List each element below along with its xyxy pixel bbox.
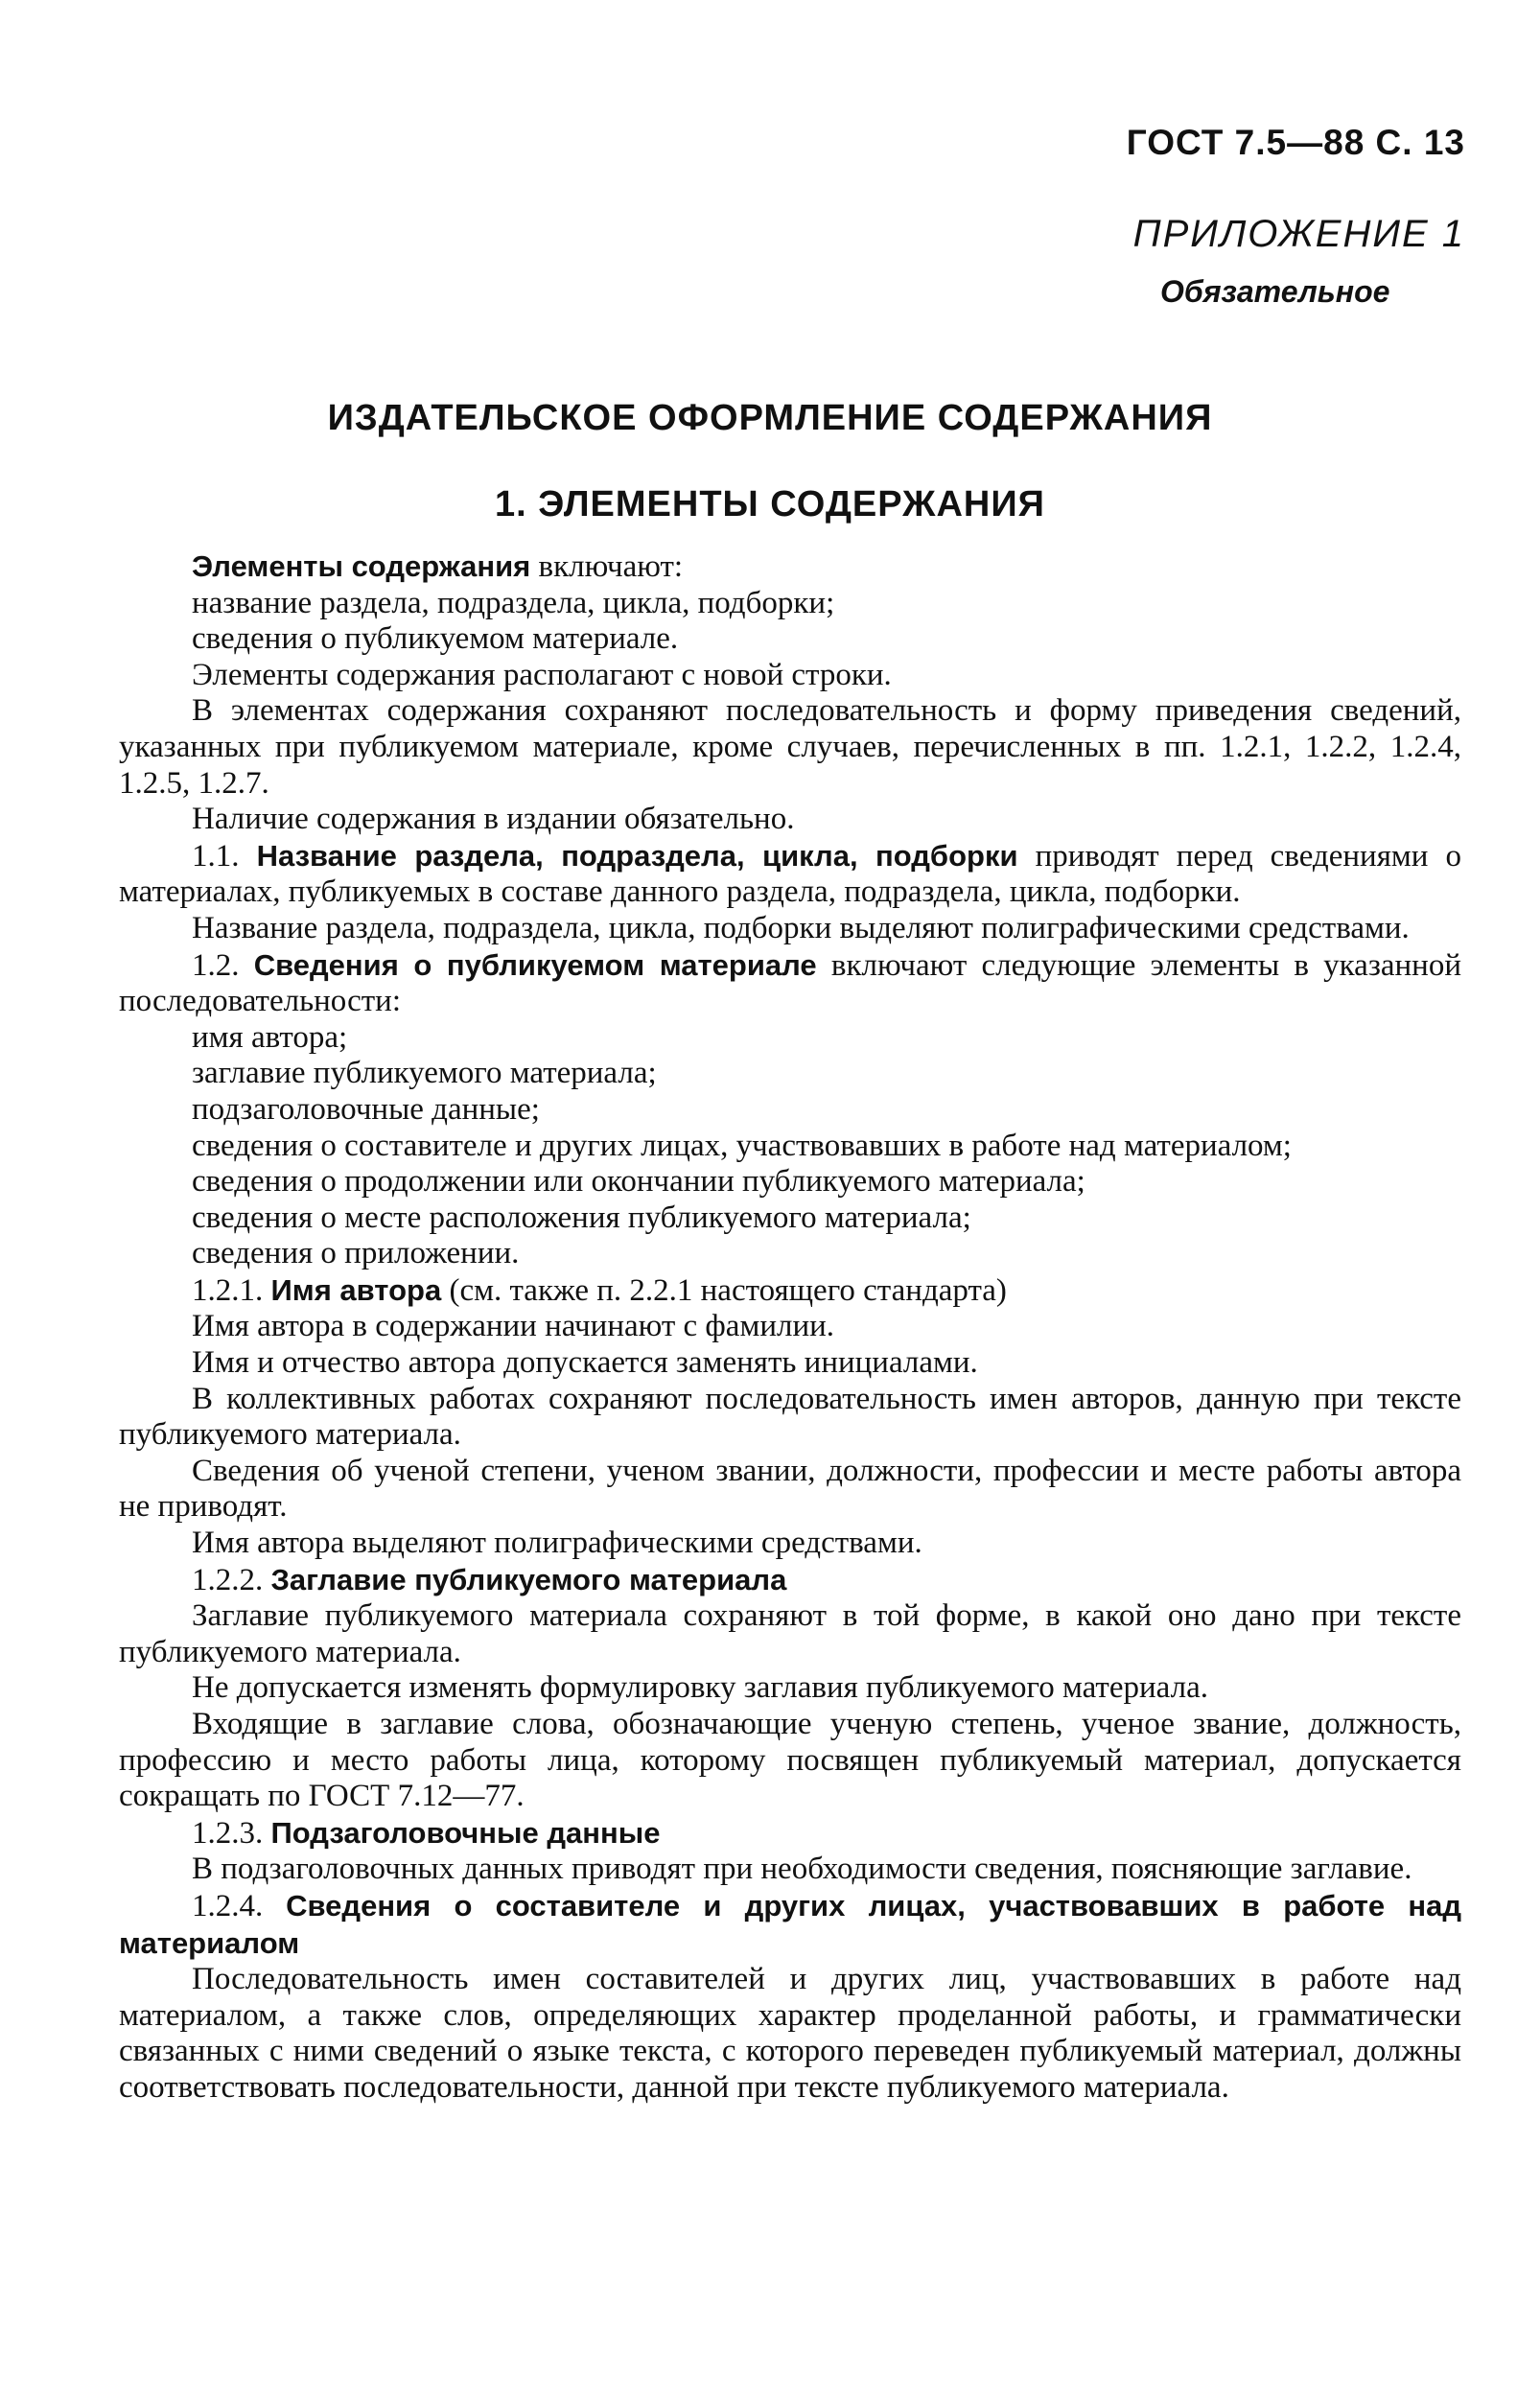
appendix-label: ПРИЛОЖЕНИЕ 1 <box>1132 213 1465 255</box>
section-title: 1. ЭЛЕМЕНТЫ СОДЕРЖАНИЯ <box>495 484 1045 524</box>
clause-1-2-2 <box>119 1562 1461 1599</box>
list-item: имя автора; <box>192 1019 348 1055</box>
clause-1-2 <box>119 947 1461 1020</box>
paragraph: Название раздела, подраздела, цикла, подборки выделяют полиграфическими средствами. <box>192 910 1410 945</box>
paragraph: Сведения об ученой степени, ученом звании, должности, профессии и месте работы автора не приводят. <box>119 1453 1461 1525</box>
paragraph: В коллективных работах сохраняют последовательность имен авторов, данную при тексте публикуемого материала. <box>119 1381 1461 1453</box>
paragraph: Имя и отчество автора допускается заменять инициалами. <box>192 1345 978 1381</box>
paragraph: Наличие содержания в издании обязательно. <box>192 802 795 837</box>
paragraph-text: приводят перед сведениями о материалах, публикуемых в составе данного раздела, подраздела, цикла, подборки. <box>119 838 1461 910</box>
bold-term: Подзаголовочные данные <box>270 1815 661 1850</box>
clause-1-2-1 <box>119 1272 1461 1310</box>
list-item: заглавие публикуемого материала; <box>192 1056 657 1091</box>
page-header: ГОСТ 7.5—88 С. 13 <box>1126 123 1465 162</box>
clause-number: 1.2.4. <box>192 1888 287 1923</box>
list-item: сведения о составителе и других лицах, участвовавших в работе над материалом; <box>192 1128 1292 1163</box>
document-body <box>119 548 1461 2107</box>
list-item: сведения о месте расположения публикуемого материала; <box>192 1200 971 1235</box>
paragraph: В элементах содержания сохраняют последовательность и форму приведения сведений, указанных при публикуемом материале, кроме случаев, перечисленных в пп. 1.2.1, 1.2.2, 1.2.4, 1.2.5, 1.2.7. <box>119 693 1461 801</box>
paragraph: Заглавие публикуемого материала сохраняют в той форме, в какой оно дано при тексте публикуемого материала. <box>119 1598 1461 1669</box>
bold-term: Название раздела, подраздела, цикла, подборки <box>256 838 1018 873</box>
paragraph: Не допускается изменять формулировку заглавия публикуемого материала. <box>192 1670 1208 1706</box>
list-item: сведения о продолжении или окончании публикуемого материала; <box>192 1164 1085 1200</box>
paragraph: В подзаголовочных данных приводят при необходимости сведения, поясняющие заглавие. <box>192 1852 1412 1887</box>
main-title: ИЗДАТЕЛЬСКОЕ ОФОРМЛЕНИЕ СОДЕРЖАНИЯ <box>327 398 1213 438</box>
clause-1-2-4 <box>119 1888 1461 1962</box>
clause-number: 1.2. <box>192 947 254 983</box>
appendix-note: Обязательное <box>1160 274 1390 309</box>
paragraph-text: включают: <box>530 549 684 584</box>
list-item: подзаголовочные данные; <box>192 1091 540 1127</box>
bold-term: Заглавие публикуемого материала <box>270 1562 787 1596</box>
list-item: название раздела, подраздела, цикла, подборки; <box>192 585 835 620</box>
clause-number: 1.2.2. <box>192 1562 271 1597</box>
list-item: сведения о приложении. <box>192 1236 520 1271</box>
clause-1-2-3 <box>119 1815 1461 1852</box>
bold-term: Сведения о публикуемом материале <box>253 947 817 982</box>
paragraph: Имя автора в содержании начинают с фамилии. <box>192 1309 835 1344</box>
bold-term: Имя автора <box>270 1272 442 1307</box>
bold-term: Сведения о составителе и других лицах, участвовавших в работе над материалом <box>119 1888 1462 1960</box>
paragraph: Элементы содержания располагают с новой строки. <box>192 657 892 692</box>
paragraph: Имя автора выделяют полиграфическими средствами. <box>192 1526 922 1561</box>
clause-1-1 <box>119 838 1461 911</box>
list-item: сведения о публикуемом материале. <box>192 621 679 657</box>
clause-number: 1.2.1. <box>192 1272 271 1308</box>
paragraph: Последовательность имен составителей и других лиц, участвовавших в работе над материалом, а также слов, определяющих характер проделанной работы, и грамматически связанных с ними сведений о языке текста, с которого переведен публикуемый материал, должны соответствовать последовательности, данной при тексте публикуемого материала. <box>119 1962 1461 2105</box>
paragraph-text: включают следующие элементы в указанной последовательности: <box>119 947 1461 1019</box>
paragraph-text: (см. также п. 2.2.1 настоящего стандарта) <box>441 1272 1007 1308</box>
paragraph <box>119 548 1461 586</box>
bold-term: Элементы содержания <box>192 549 531 583</box>
paragraph: Входящие в заглавие слова, обозначающие ученую степень, ученое звание, должность, профессию и место работы лица, которому посвящен публикуемый материал, допускается сокращать по ГОСТ 7.12—77. <box>119 1707 1461 1814</box>
clause-number: 1.1. <box>192 838 257 874</box>
clause-number: 1.2.3. <box>192 1815 271 1851</box>
